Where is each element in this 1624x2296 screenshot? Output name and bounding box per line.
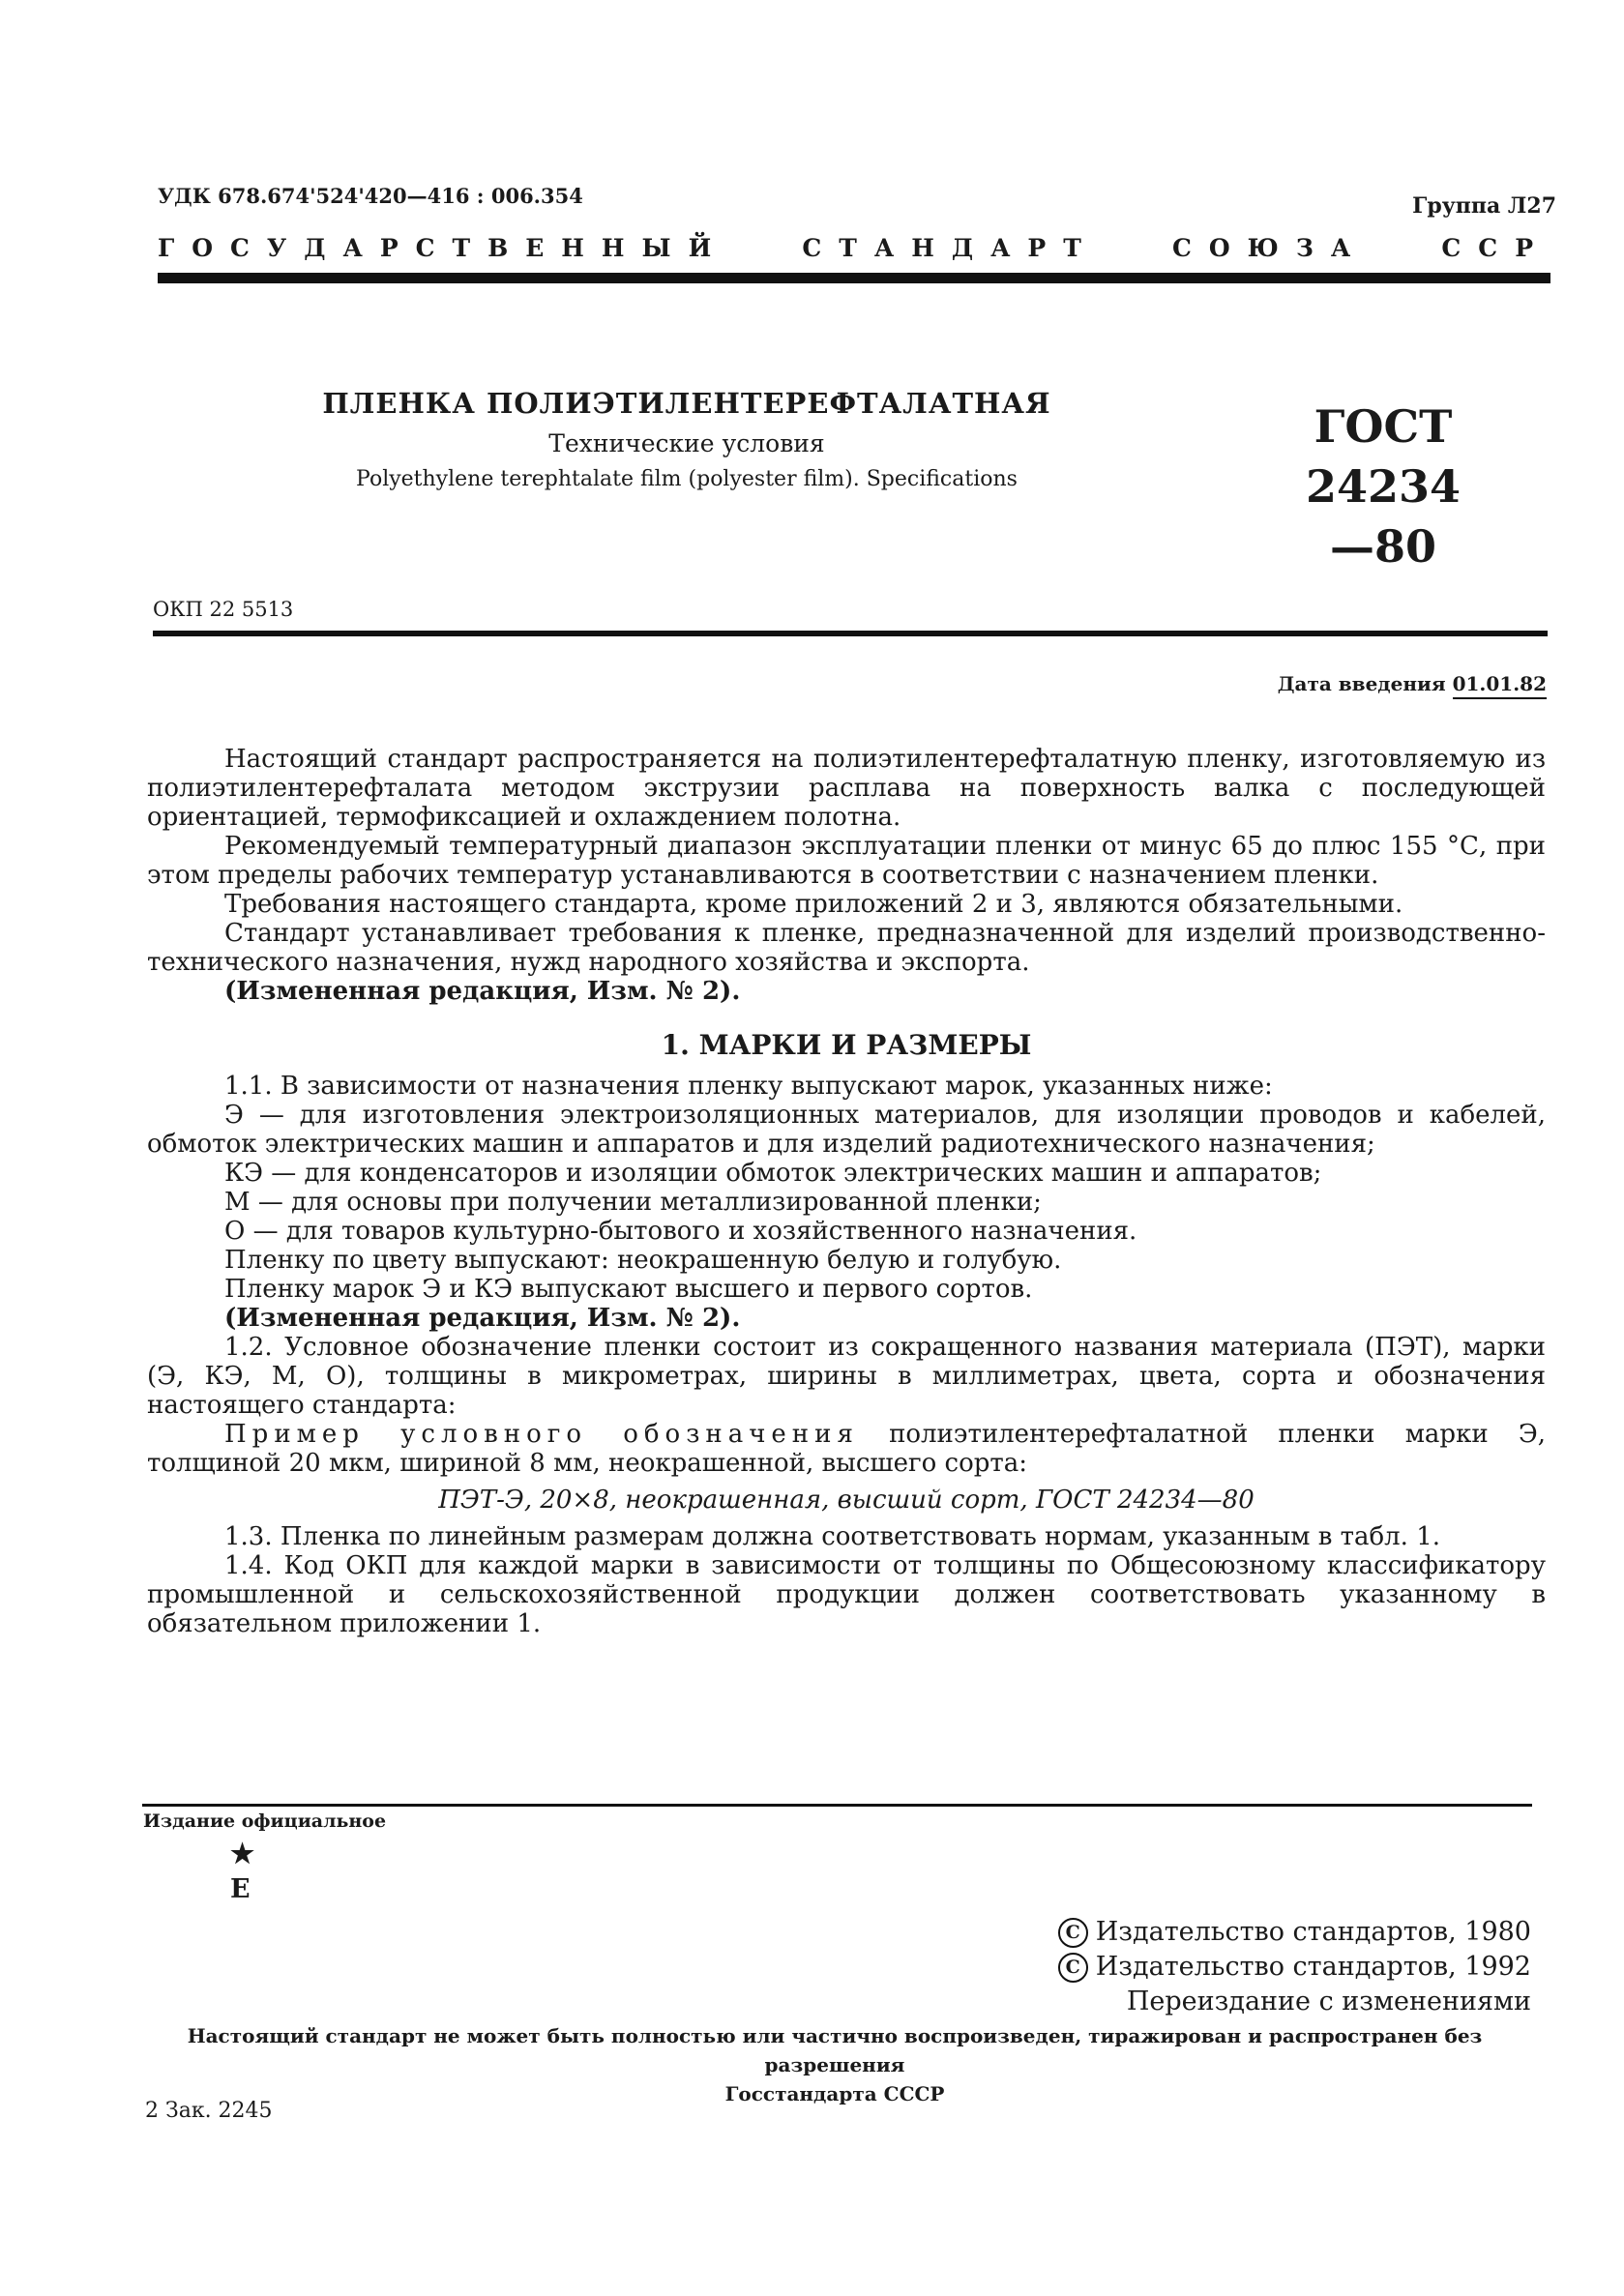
copyright-line: [1058, 1915, 1531, 1950]
gost-label: ГОСТ: [1314, 400, 1453, 453]
order-number: 2 Зак. 2245: [145, 2099, 273, 2123]
footer-rule: [142, 1804, 1532, 1807]
banner-word: СТАНДАРТ: [802, 234, 1099, 262]
section-title: 1. МАРКИ И РАЗМЕРЫ: [661, 1029, 1032, 1061]
banner-word: ГОСУДАРСТВЕННЫЙ: [158, 234, 729, 262]
copyright-line: [1058, 1950, 1531, 1985]
clause-1-3: 1.3. Пленка по линейным размерам должна соответствовать нормам, указанным в табл. 1.: [224, 1522, 1441, 1551]
grades-note: Пленку марок Э и КЭ выпускают высшего и первого сортов.: [224, 1275, 1033, 1304]
clause-1-2: 1.2. Условное обозначение пленки состоит из сокращенного названия материала (ПЭТ), марки (Э, КЭ, М, О), толщины в микрометрах, ширины в миллиметрах, цвета, сорта и обозначения настоящего стандарта:: [147, 1333, 1546, 1420]
date-label: Дата введения: [1277, 672, 1446, 695]
title-subtitle: Технические условия: [548, 429, 825, 457]
example-text: полиэтилентерефталатной пленки марки Э, толщиной 20 мкм, шириной 8 мм, неокрашенной, высшего сорта:: [147, 1420, 1547, 1478]
title-english: Polyethylene terephtalate film (polyester film). Specifications: [356, 467, 1018, 491]
reissue-note: Переиздание с изменениями: [1126, 1987, 1531, 2016]
intro-paragraph: Стандарт устанавливает требования к пленке, предназначенной для изделий производственно-технического назначения, нужд народного хозяйства и экспорта.: [147, 919, 1546, 977]
mark-item: М — для основы при получении металлизированной пленки;: [224, 1188, 1042, 1217]
copyright-block: [1058, 1915, 1531, 2019]
gost-number: 24234—80: [1305, 460, 1462, 574]
mark-item: Э — для изготовления электроизоляционных материалов, для изоляции проводов и кабелей, обмоток электрических машин и аппаратов и для изделий радиотехнического назначения;: [147, 1101, 1546, 1159]
header-rule: [158, 273, 1550, 283]
edition-letter: Е: [230, 1874, 251, 1904]
banner-word: СОЮЗА: [1172, 234, 1369, 262]
clause-1-4: 1.4. Код ОКП для каждой марки в зависимости от толщины по Общесоюзному классификатору промышленной и сельскохозяйственной продукции должен соответствовать указанному в обязательном приложении 1.: [147, 1551, 1546, 1638]
banner-word: ССР: [1441, 234, 1550, 262]
clause-1-1: 1.1. В зависимости от назначения пленку выпускают марок, указанных ниже:: [224, 1072, 1273, 1101]
edited-note: (Измененная редакция, Изм. № 2).: [224, 1304, 741, 1333]
notice-line: Настоящий стандарт не может быть полностью или частично воспроизведен, тиражирован и распространен без разрешения: [187, 2024, 1483, 2076]
copyright-icon: С: [1058, 1953, 1088, 1983]
official-edition: Издание официальное: [143, 1810, 387, 1832]
title-block: [319, 387, 1054, 491]
date-value: 01.01.82: [1453, 672, 1547, 699]
title-russian: ПЛЕНКА ПОЛИЭТИЛЕНТЕРЕФТАЛАТНАЯ: [322, 387, 1051, 420]
color-note: Пленку по цвету выпускают: неокрашенную белую и голубую.: [224, 1246, 1062, 1275]
copyright-text: Издательство стандартов, 1992: [1095, 1952, 1531, 1982]
example-label: Пример условного обозначения: [224, 1420, 859, 1449]
document-body: [147, 745, 1546, 1638]
copyright-icon: С: [1058, 1918, 1088, 1948]
mark-item: О — для товаров культурно-бытового и хозяйственного назначения.: [224, 1217, 1137, 1246]
reproduction-notice: [135, 2021, 1534, 2108]
copyright-text: Издательство стандартов, 1980: [1095, 1917, 1531, 1947]
intro-paragraph: Требования настоящего стандарта, кроме приложений 2 и 3, являются обязательными.: [224, 890, 1403, 919]
notice-line: Госстандарта СССР: [724, 2082, 945, 2105]
okp-code: ОКП 22 5513: [153, 598, 294, 621]
state-standard-banner: [158, 234, 1550, 262]
star-icon: ★: [230, 1838, 255, 1869]
intro-paragraph: Настоящий стандарт распространяется на полиэтилентерефталатную пленку, изготовляемую из полиэтилентерефталата методом экструзии расплава на поверхность валка с последующей ориентацией, термофиксацией и охлаждением полотна.: [147, 745, 1546, 832]
udk-code: УДК 678.674'524'420—416 : 006.354: [158, 184, 583, 208]
example-code: ПЭТ-Э, 20×8, неокрашенная, высший сорт, ГОСТ 24234—80: [438, 1486, 1255, 1515]
edited-note: (Измененная редакция, Изм. № 2).: [224, 977, 741, 1006]
intro-paragraph: Рекомендуемый температурный диапазон эксплуатации пленки от минус 65 до плюс 155 °С, при этом пределы рабочих температур устанавливаются в соответствии с назначением пленки.: [147, 832, 1546, 890]
gost-designation: [1286, 397, 1480, 576]
introduction-date: [1278, 672, 1547, 695]
group-code: Группа Л27: [1412, 193, 1556, 219]
title-rule: [153, 631, 1548, 636]
example-paragraph: [147, 1420, 1546, 1478]
mark-item: КЭ — для конденсаторов и изоляции обмоток электрических машин и аппаратов;: [224, 1159, 1322, 1188]
